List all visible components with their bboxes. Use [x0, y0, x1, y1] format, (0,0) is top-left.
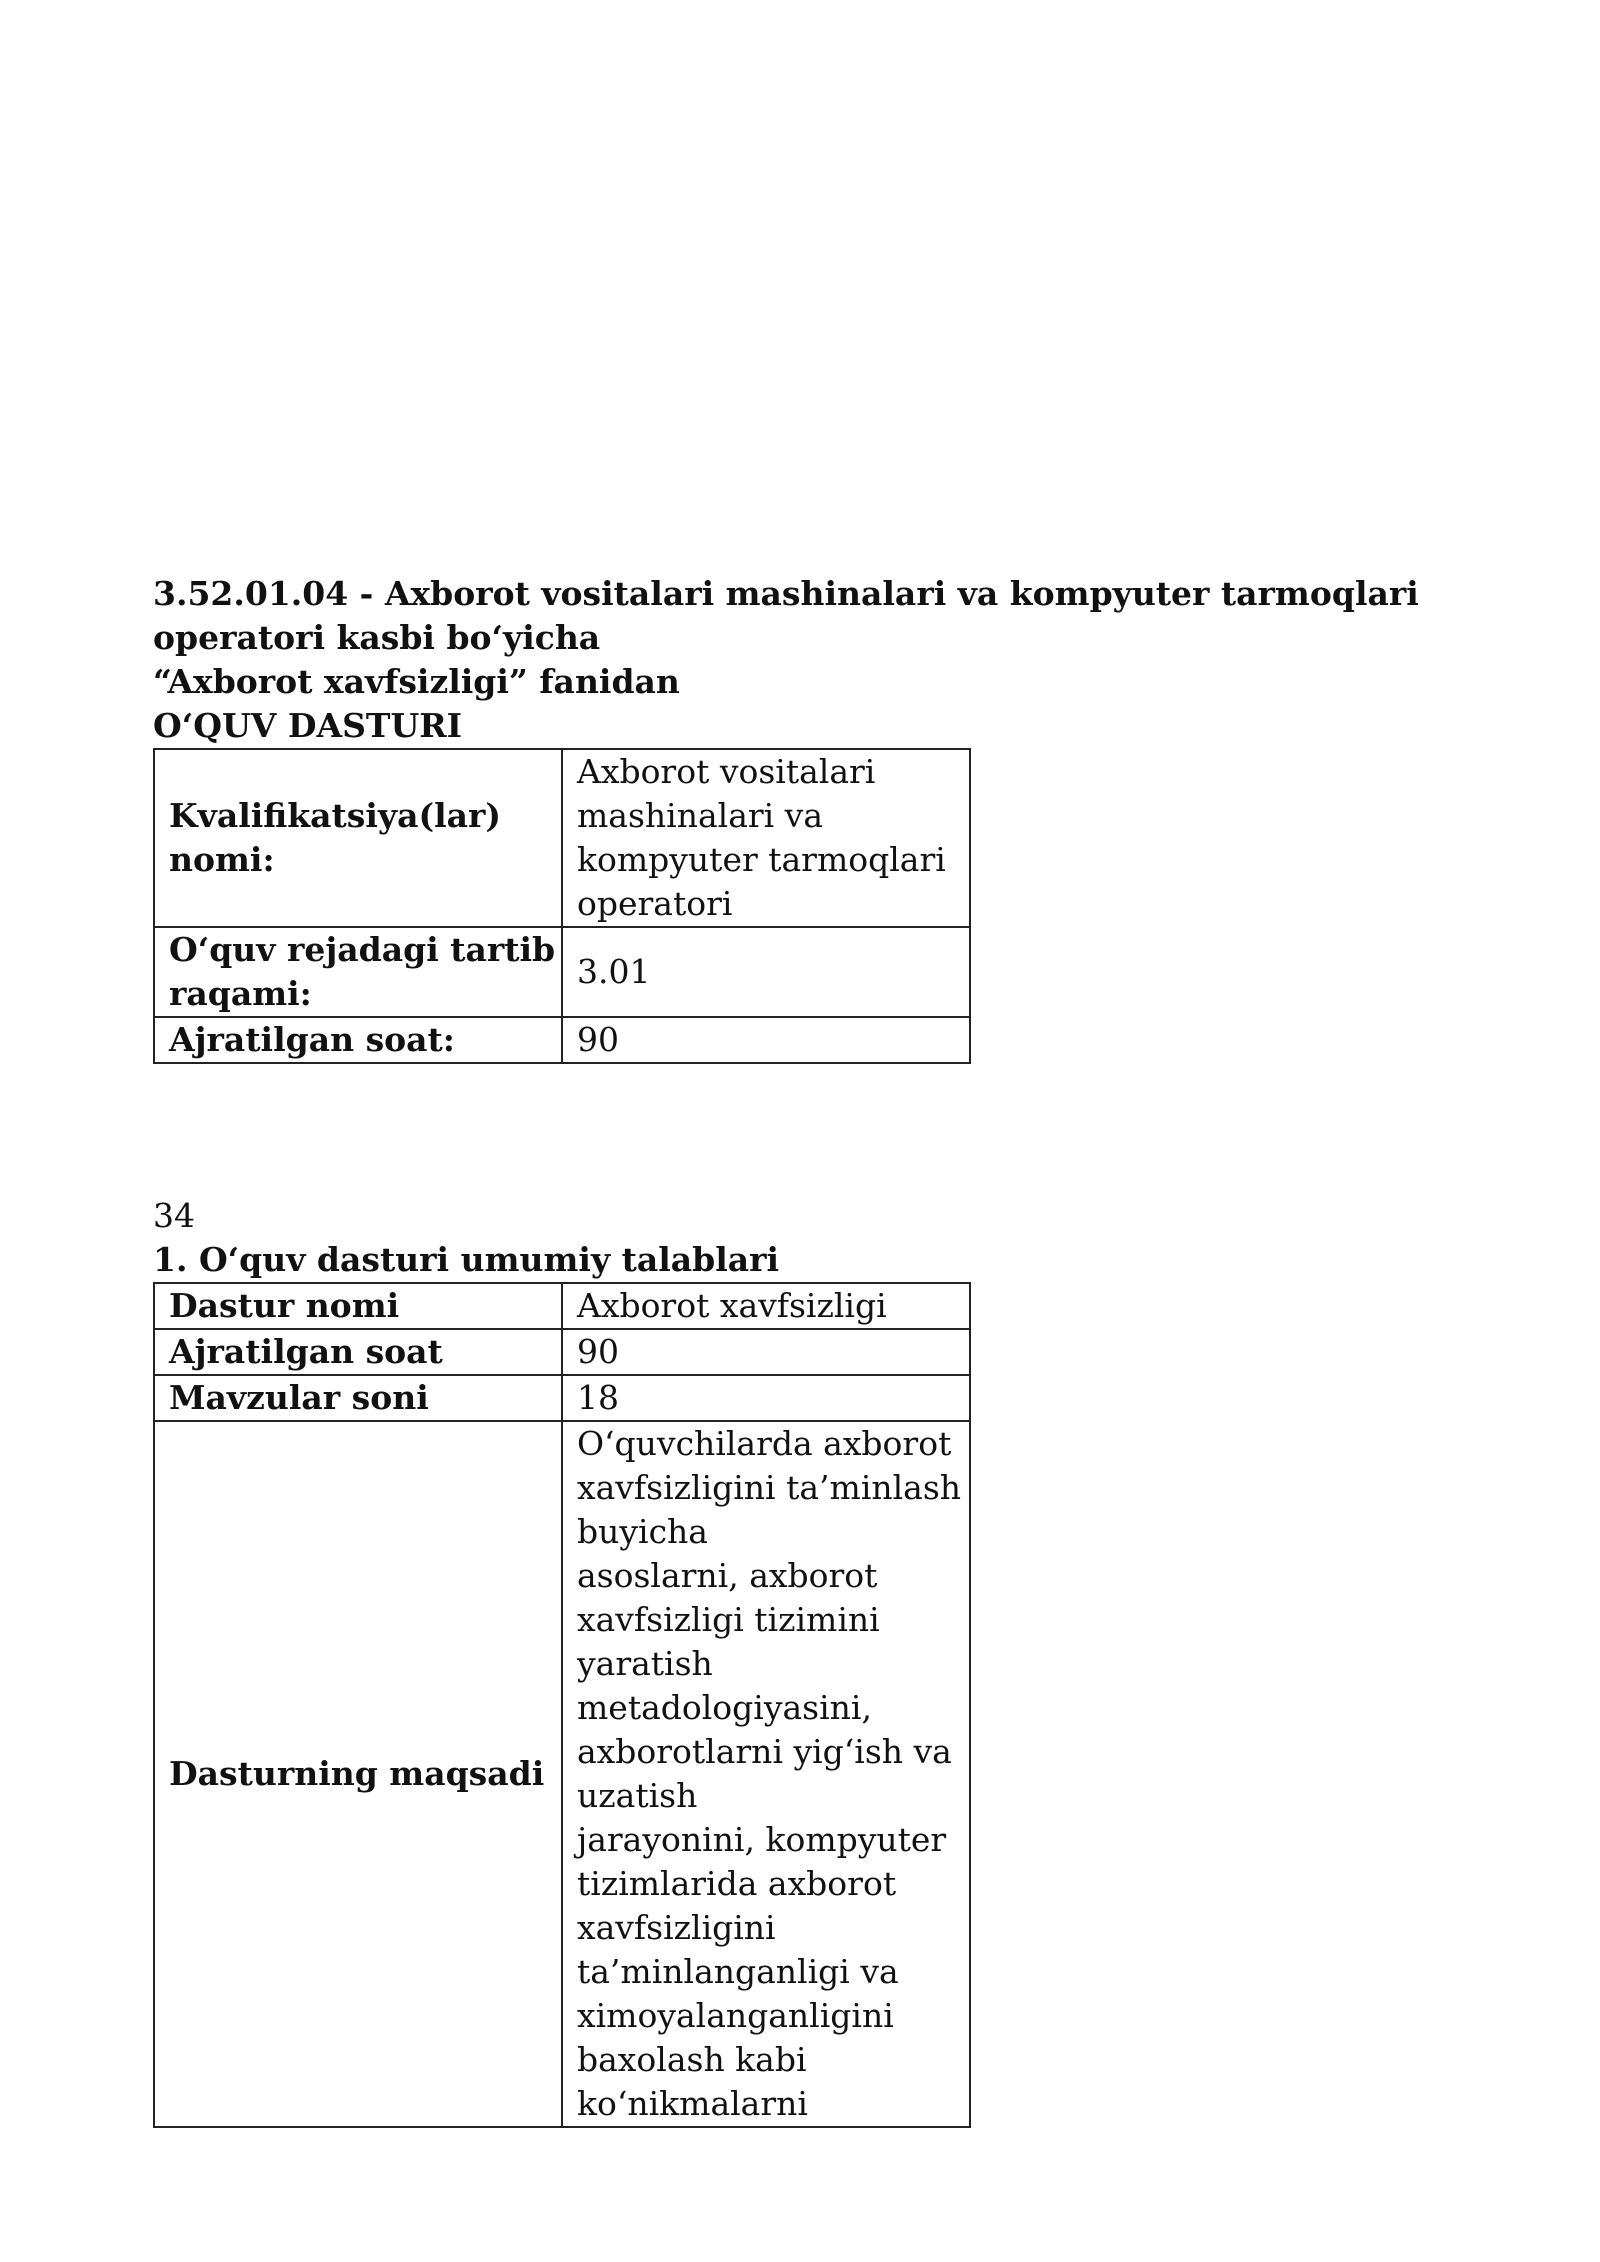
cell-text-line: Dasturning maqsadi — [169, 1754, 545, 1793]
program-code-title: 3.52.01.04 - Axborot vositalari mashinalari va kompyuter tarmoqlari — [153, 574, 1419, 613]
cell-text-line: yaratish — [577, 1644, 713, 1683]
cell-text-line: xavfsizligini ta’minlash — [577, 1468, 962, 1507]
cell-text-line: buyicha — [577, 1512, 708, 1551]
table-value-cell — [562, 1329, 970, 1375]
section-title: 1. O‘quv dasturi umumiy talablari — [153, 1240, 780, 1279]
table-key-cell — [154, 1283, 562, 1329]
program-requirements-table — [153, 1282, 971, 2128]
cell-text-line: Axborot vositalari — [577, 752, 876, 791]
cell-text-line: 90 — [577, 1332, 619, 1371]
table-value-cell — [562, 1375, 970, 1421]
cell-text-line: O‘quv rejadagi tartib — [169, 930, 556, 969]
cell-text-line: Axborot xavfsizligi — [577, 1286, 887, 1325]
table-row — [154, 927, 970, 1017]
cell-text-line: metadologiyasini, — [577, 1688, 872, 1727]
cell-text-line: Dastur nomi — [169, 1286, 400, 1325]
cell-text-line: Kvalifikatsiya(lar) — [169, 796, 501, 835]
cell-text-line: kompyuter tarmoqlari — [577, 840, 946, 879]
table-key-cell — [154, 749, 562, 927]
cell-text-line: ximoyalanganligini — [577, 1996, 894, 2035]
table-row — [154, 1017, 970, 1063]
cell-text-line: operatori — [577, 884, 733, 923]
cell-text-line: xavfsizligi tizimini — [577, 1600, 880, 1639]
table-row — [154, 1329, 970, 1375]
cell-text-line: baxolash kabi — [577, 2040, 807, 2079]
cell-text-line: nomi: — [169, 840, 275, 879]
cell-text-line: O‘quvchilarda axborot — [577, 1424, 952, 1463]
cell-text-line: xavfsizligini — [577, 1908, 776, 1947]
page-number: 34 — [153, 1196, 195, 1235]
subject-line: “Axborot xavfsizligi” fanidan — [153, 662, 680, 701]
table-key-cell — [154, 927, 562, 1017]
table-value-cell — [562, 1283, 970, 1329]
table-key-cell — [154, 1329, 562, 1375]
table-key-cell — [154, 1421, 562, 2127]
cell-text-line: jarayonini, kompyuter — [577, 1820, 947, 1859]
cell-text-line: ko‘nikmalarni — [577, 2084, 808, 2123]
cell-text-line: axborotlarni yig‘ish va — [577, 1732, 952, 1771]
table-key-cell — [154, 1017, 562, 1063]
table-row — [154, 1283, 970, 1329]
cell-text-line: Ajratilgan soat — [169, 1332, 443, 1371]
table-row — [154, 749, 970, 927]
cell-text-line: asoslarni, axborot — [577, 1556, 878, 1595]
cell-text-line: mashinalari va — [577, 796, 824, 835]
table-row — [154, 1421, 970, 2127]
table-value-cell — [562, 1421, 970, 2127]
document-page — [153, 572, 1453, 2128]
table-value-cell — [562, 749, 970, 927]
cell-text-line: tizimlarida axborot — [577, 1864, 897, 1903]
table-row — [154, 1375, 970, 1421]
table-key-cell — [154, 1375, 562, 1421]
qualification-table — [153, 748, 971, 1064]
cell-text-line: uzatish — [577, 1776, 698, 1815]
cell-text-line: Mavzular soni — [169, 1378, 429, 1417]
table-value-cell — [562, 927, 970, 1017]
table-value-cell — [562, 1017, 970, 1063]
cell-text-line: 18 — [577, 1378, 619, 1417]
document-heading: O‘QUV DASTURI — [153, 706, 463, 745]
cell-text-line: raqami: — [169, 974, 312, 1013]
program-profession-line: operatori kasbi bo‘yicha — [153, 618, 601, 657]
cell-text-line: 3.01 — [577, 952, 651, 991]
cell-text-line: ta’minlanganligi va — [577, 1952, 899, 1991]
cell-text-line: Ajratilgan soat: — [169, 1020, 455, 1059]
cell-text-line: 90 — [577, 1020, 619, 1059]
